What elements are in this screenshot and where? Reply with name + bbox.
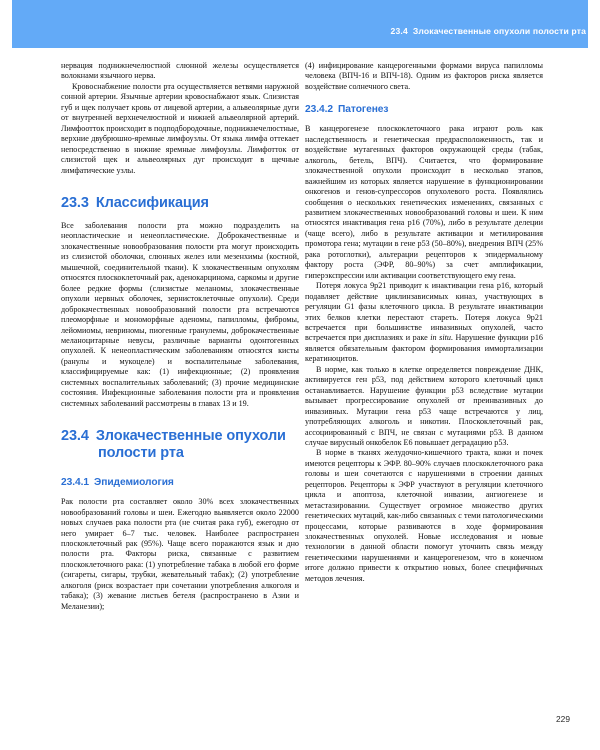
subsection-number: 23.4.2: [305, 104, 334, 116]
subsection-title: Эпидемиология: [94, 477, 174, 489]
running-header-number: 23.4: [390, 26, 408, 36]
paragraph: нервация поднижнечелюстной слюнной железы осуществляется волокнами язычного нерва.: [61, 61, 299, 81]
paragraph-with-italic: [305, 281, 543, 365]
section-title-line-1: Злокачественные опухоли: [95, 428, 286, 445]
paragraph: Рак полости рта составляет около 30% всех злокачественных новообразований головы и шеи. Ежегодно выявляется около 22000 новых случаев рака полости рта (не считая рака губ), ежегодно от него умирает 6–7 тыс. человек. Наиболее распространен плоскоклеточный рак (95%). Чаще всего поражаются язык и дно полости рта. Факторы риска, связанные с развитием плоскоклеточного рака: (1) употребление табака в любой его форме (сигареты, сигары, трубки, жевательный табак); (2) употребление алкоголя (риск возрастает при сочетании употребления алкоголя и табака); (3) жевание листьев бетеля (распространено в Азии и Меланезии);: [61, 497, 299, 611]
section-number: 23.3: [61, 194, 89, 211]
paragraph: В канцерогенезе плоскоклеточного рака играют роль как наследственность и генетическая предрасположенность, так и воздействие мутагенных факторов окружающей среды (табак, алкоголь, бетель, ВПЧ). Считается, что формирование злокачественной опухоли происходит в несколько этапов, важнейшим из которых является нарушение в функционировании онкогенов и генов-супрессоров опухолевого роста. Появлялись сообщения о нескольких генетических изменениях, связанных с развитием злокачественных новообразований головы и шеи. К ним относятся инактивация гена p16 (70%), либо в результате делеции (чаще всего), либо в результате активации и метилирования промотора гена; мутации в гене p53 (50–80%), внедрения ВПЧ (25% рака ротоглотки), альтерации рецепторов к эпидермальному фактору роста (ЭФР, 80–90%) за счет амплификации, гиперэкспрессии или активации соответствующего ему гена.: [305, 124, 543, 280]
section-title: Классификация: [95, 194, 209, 211]
section-heading-line-2: полости рта: [98, 445, 184, 462]
section-heading-23-4: [61, 428, 299, 462]
header-band: [12, 0, 588, 48]
paragraph: В норме в тканях желудочно-кишечного тракта, кожи и почек имеются рецепторы к ЭФР. 80–90% случаев плоскоклеточного рака головы и шеи сочетаются с нарушениями в строении данных рецепторов. Рецепторы к ЭФР участвуют в регуляции клеточного цикла и апоптоза, клеточной инвазии, ангиогенезе и метастазировании. Существует огромное множество других генетических мутаций, как-либо связанных с теми патологическими процессами, которые развиваются в ходе формирования злокачественных опухолей. Новые исследования и новые технологии в данной области помогут уточнить связь между генетическими нарушениями и канцерогенезом, что в конечном итоге должно привести к открытию новых, более специфичных методов лечения.: [305, 448, 543, 583]
spacer: [305, 92, 543, 103]
subsection-heading-23-4-2: [305, 103, 543, 116]
spacer: [61, 462, 299, 476]
spacer: [61, 409, 299, 428]
spacer: [61, 176, 299, 195]
subsection-title: Патогенез: [338, 104, 389, 116]
paragraph: Все заболевания полости рта можно подразделить на неопластические и ненеопластические. Доброкачественные и злокачественные новообразования полости рта могут происходить из слизистой оболочки, слюнных желез или мезенхимы (костной, мышечной, соединительной ткани). К злокачественным опухолям относятся плоскоклеточный рак, аденокарцинома, саркомы и другие более редкие формы (слизистые меланомы, злокачественные опухоли нервных оболочек, зернистоклеточные опухоли). Среди доброкачественных новообразований полости рта встречаются плеоморфные и мономорфные аденомы, папилломы, фибромы, лейомиомы, невриномы, пиогенные гранулемы, доброкачественные меланоцитарные невусы, различные варианты одонтогенных опухолей. К ненеопластическим заболеваниям относятся кисты (ранулы и мукоцеле) и воспалительные заболевания, классифицируемые как: (1) инфекционные; (2) проявления системных воспалительных заболеваний; (3) прочие медицинские состояния. Инфекционные заболевания полости рта и проявления системных заболеваний рассмотрены в главах 13 и 19.: [61, 220, 299, 408]
paragraph-text-part-1: Потеря локуса 9p21 приводит к инактивации гена p16, который подавляет действие циклинзависимых киназ, участвующих в регуляции G1 фазы клеточного цикла. В результате инактивации этих белков клетки перестают стареть. Потеря локуса 9p21 встречается при большинстве инвазивных опухолей, часто встречается при дисплазиях и раке: [305, 281, 543, 343]
paragraph: (4) инфицирование канцерогенными формами вируса папилломы человека (ВПЧ-16 и ВПЧ-18). Одним из факторов риска является воздействие солнечного света.: [305, 61, 543, 91]
running-header: [391, 26, 586, 36]
spacer: [305, 116, 543, 124]
subsection-number: 23.4.1: [61, 477, 90, 489]
section-heading-line-1: [61, 428, 299, 445]
running-header-title: Злокачественные опухоли полости рта: [412, 26, 586, 36]
section-heading-23-3: [61, 195, 299, 212]
subsection-heading-23-4-1: [61, 476, 299, 489]
paragraph: В норме, как только в клетке определяется повреждение ДНК, активируется ген p53, под действием которого клеточный цикл останавливается. Нарушение функции p53 вследствие мутации вызывает прогрессирование опухолей от преинвазивных до инвазивных. Мутации гена p53 чаще встречаются у лиц, употребляющих алкоголь и никотин. Плоскоклеточный рак, ассоциированный с ВПЧ, не связан с мутациями p53. В данном случае вирусный онкобелок E6 повышает деградацию p53.: [305, 364, 543, 447]
paragraph-text-part-2: . Нарушение функции p16 является обязательным фактором формирования иммортализации кератиноцитов.: [305, 333, 543, 364]
paragraph: Кровоснабжение полости рта осуществляется ветвями наружной сонной артерии. Язычные артерии кровоснабжают язык. Слизистая губ и щек получает кровь от лицевой артерии, а альвеолярные дуги от внутренней верхнечелюстной и нижней альвеолярной артерий. Лимфоотток происходит в подподбородочные, поднижнечелюстные, верхние двубрюшно-яремные лимфоузлы. От языка лимфа оттекает непосредственно в нижние яремные лимфоузлы. Лимфотток от слизистой щек и альвеолярных дуг происходит в щечные лимфатические узлы.: [61, 81, 299, 175]
body-columns: [0, 61, 600, 701]
spacer: [61, 489, 299, 497]
right-column: [305, 61, 543, 584]
spacer: [61, 212, 299, 221]
italic-term: in situ: [430, 333, 451, 343]
page-number: 229: [556, 714, 570, 724]
section-number: 23.4: [61, 428, 89, 445]
left-column: [61, 61, 299, 612]
